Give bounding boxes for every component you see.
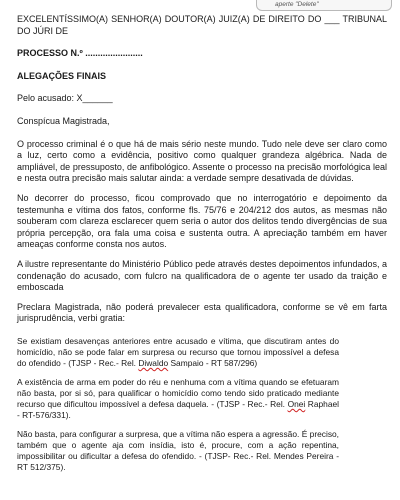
court-header: EXCELENTÍSSIMO(A) SENHOR(A) DOUTOR(A) JUIZ(A) DE DIREITO DO ___ TRIBUNAL DO JÚRI DE <box>17 14 387 36</box>
delete-hint-box <box>256 0 392 11</box>
quote-3 <box>17 429 339 473</box>
quote-2-text-after: Raphael - RT-576/331). <box>17 398 340 420</box>
quote-2-judge-name: Onei <box>287 398 306 409</box>
quote-1-judge-name: Diwaldo <box>138 357 169 368</box>
quote-2-text-before: A existência de arma em poder do réu e nenhuma com a vítima quando se efetuaram não basta, por si só, para qualificar o homicídio como tendo sido praticado mediante recurso que dificultou impossível a defesa daquela. - (TJSP - Rec.- Rel. <box>17 376 339 409</box>
quote-1-text-after: Sampaio - RT 587/296) <box>168 357 258 368</box>
paragraph-3: A ilustre representante do Ministério Público pede através destes depoimentos infundados, a condenação do acusado, com fulcro na qualificadora de o agente ter usado da traição e emboscada <box>17 258 387 293</box>
salutation: Conspícua Magistrada, <box>17 115 110 126</box>
delete-hint-text: aperte "Delete" <box>275 1 319 8</box>
paragraph-4: Preclara Magistrada, não poderá prevalecer esta qualificadora, conforme se vê em farta jurisprudência, verbi gratia: <box>17 301 387 324</box>
document-body[interactable] <box>17 14 387 473</box>
accused-line: Pelo acusado: X______ <box>17 93 113 104</box>
process-number-line: PROCESSO N.º ....................... <box>17 48 143 59</box>
quote-1-text-before: Se existiam desavenças anteriores entre acusado e vítima, que discutiram antes do homicídio, não se pode falar em surpresa ou recurso que tornou impossível a defesa do ofendido - (TJSP - Rec.- Rel. <box>17 335 339 368</box>
quote-3-text: Não basta, para configurar a surpresa, que a vítima não espera a agressão. É preciso, também que o agente aja com insídia, isto é, procure, com a ação repentina, impossibilitar ou dificultar a defesa do ofendido. - (TJSP- Rec.- Rel. Mendes Pereira - RT 512/375). <box>17 428 339 472</box>
document-title: ALEGAÇÕES FINAIS <box>17 70 107 81</box>
quote-1 <box>17 336 339 369</box>
paragraph-1: O processo criminal é o que há de mais sério neste mundo. Tudo nele deve ser claro como a luz, certo como a evidência, positivo como qualquer grandeza algébrica. Nada de ampliável, de pressuposto, de anfibológico. Assente o processo na precisão morfológica leal e nesta outra precisão mais salutar ainda: a verdade sempre desativada de dúvidas. <box>17 138 387 184</box>
quote-2 <box>17 377 339 421</box>
paragraph-2: No decorrer do processo, ficou comprovado que no interrogatório e depoimento da testemunha e vítima dos fatos, conforme fls. 75/76 e 204/212 dos autos, as mesmas não souberam com clareza esclarecer quem seria o autor dos delitos tendo divergências de sua própria percepção, ora fala uma coisa e sustenta outra. A apreciação também em haver ameaças conforme consta nos autos. <box>17 192 387 250</box>
